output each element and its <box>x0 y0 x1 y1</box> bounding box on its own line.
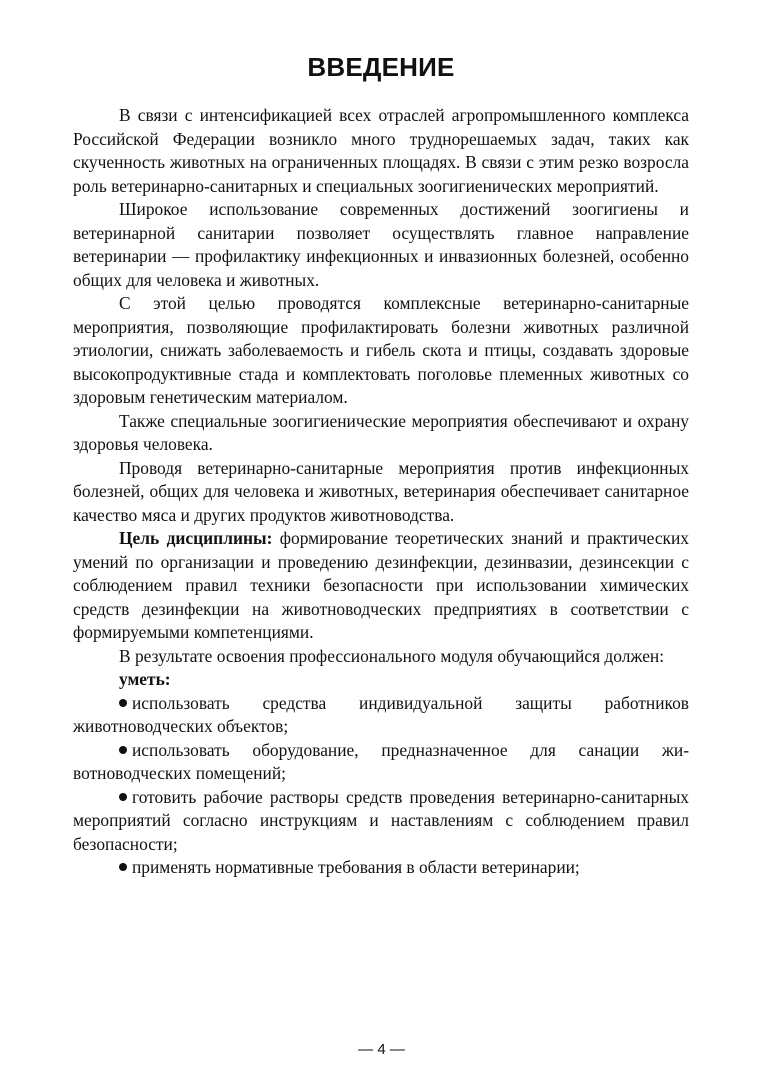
list-item-text: применять нормативные требования в области ветеринарии; <box>132 857 580 877</box>
paragraph-human-health: Также специальные зоогигиенические мероприятия обеспечивают и охрану здоровья человека. <box>73 410 689 454</box>
list-item-text: готовить рабочие растворы средств проведения ветеринарно-санитарных мероприятий согласно инструкциям и наставлениям с соблюдением правил безопасности; <box>73 786 689 854</box>
page-content <box>73 50 689 880</box>
list-item <box>73 739 689 786</box>
paragraph-intensification: В связи с интенсификацией всех отраслей агропромышленного комплекса Российской Федерации возникло много труднорешаемых задач, таких как скученность животных на ограниченных площадях. В связи с этим резко возросла роль ветеринарно-санитарных и специальных зоогигиенических мероприятий. <box>73 105 689 196</box>
paragraph-sanitary-quality: Проводя ветеринарно-санитарные мероприятия против инфекционных болезней, общих для человека и животных, ветеринария обеспечивает санитарное качество мяса и других продуктов животноводства. <box>73 457 689 525</box>
bullet-icon <box>119 699 127 707</box>
list-item-text: использовать оборудование, предназначенное для санации животноводческих помещений; <box>73 739 689 783</box>
list-item <box>73 786 689 857</box>
goal-text: формирование теоретических знаний и практических умений по организации и проведению дезинфекции, дезинвазии, дезинсекции с соблюдением правил техники безопасности при использовании химических средств дезинфекции на животноводческих предприятиях в соответствии с формируемыми компетенциями. <box>73 528 689 642</box>
list-item-text: использовать средства индивидуальной защиты работников животноводческих объектов; <box>73 692 689 736</box>
skills-heading: уметь: <box>119 669 171 689</box>
bullet-icon <box>119 746 127 754</box>
goal-label: Цель дисциплины: <box>119 528 273 548</box>
page-number: — 4 — <box>358 1041 405 1058</box>
text-body <box>73 104 689 880</box>
paragraph-achievements: Широкое использование современных достижений зоогигиены и ветеринарной санитарии позволяет осуществлять главное направление ветеринарии — профилактику инфекционных и инвазионных болезней, особенно общих для человека и животных. <box>73 199 689 290</box>
bullet-icon <box>119 793 127 801</box>
list-item <box>73 856 689 880</box>
paragraph-complex-measures: С этой целью проводятся комплексные ветеринарно-санитарные мероприятия, позволяющие профилактировать болезни животных различной этиологии, снижать заболеваемость и гибель скота и птицы, создавать здоровые высокопродуктивные стада и комплектовать поголовье племенных животных со здоровым генетическим материалом. <box>73 293 689 407</box>
paragraph-result-intro: В результате освоения профессионального модуля обучающийся должен: <box>119 645 665 666</box>
page-title: ВВЕДЕНИЕ <box>307 52 455 82</box>
bullet-icon <box>119 863 127 871</box>
paragraph-discipline-goal <box>73 527 689 645</box>
list-item <box>73 692 689 739</box>
